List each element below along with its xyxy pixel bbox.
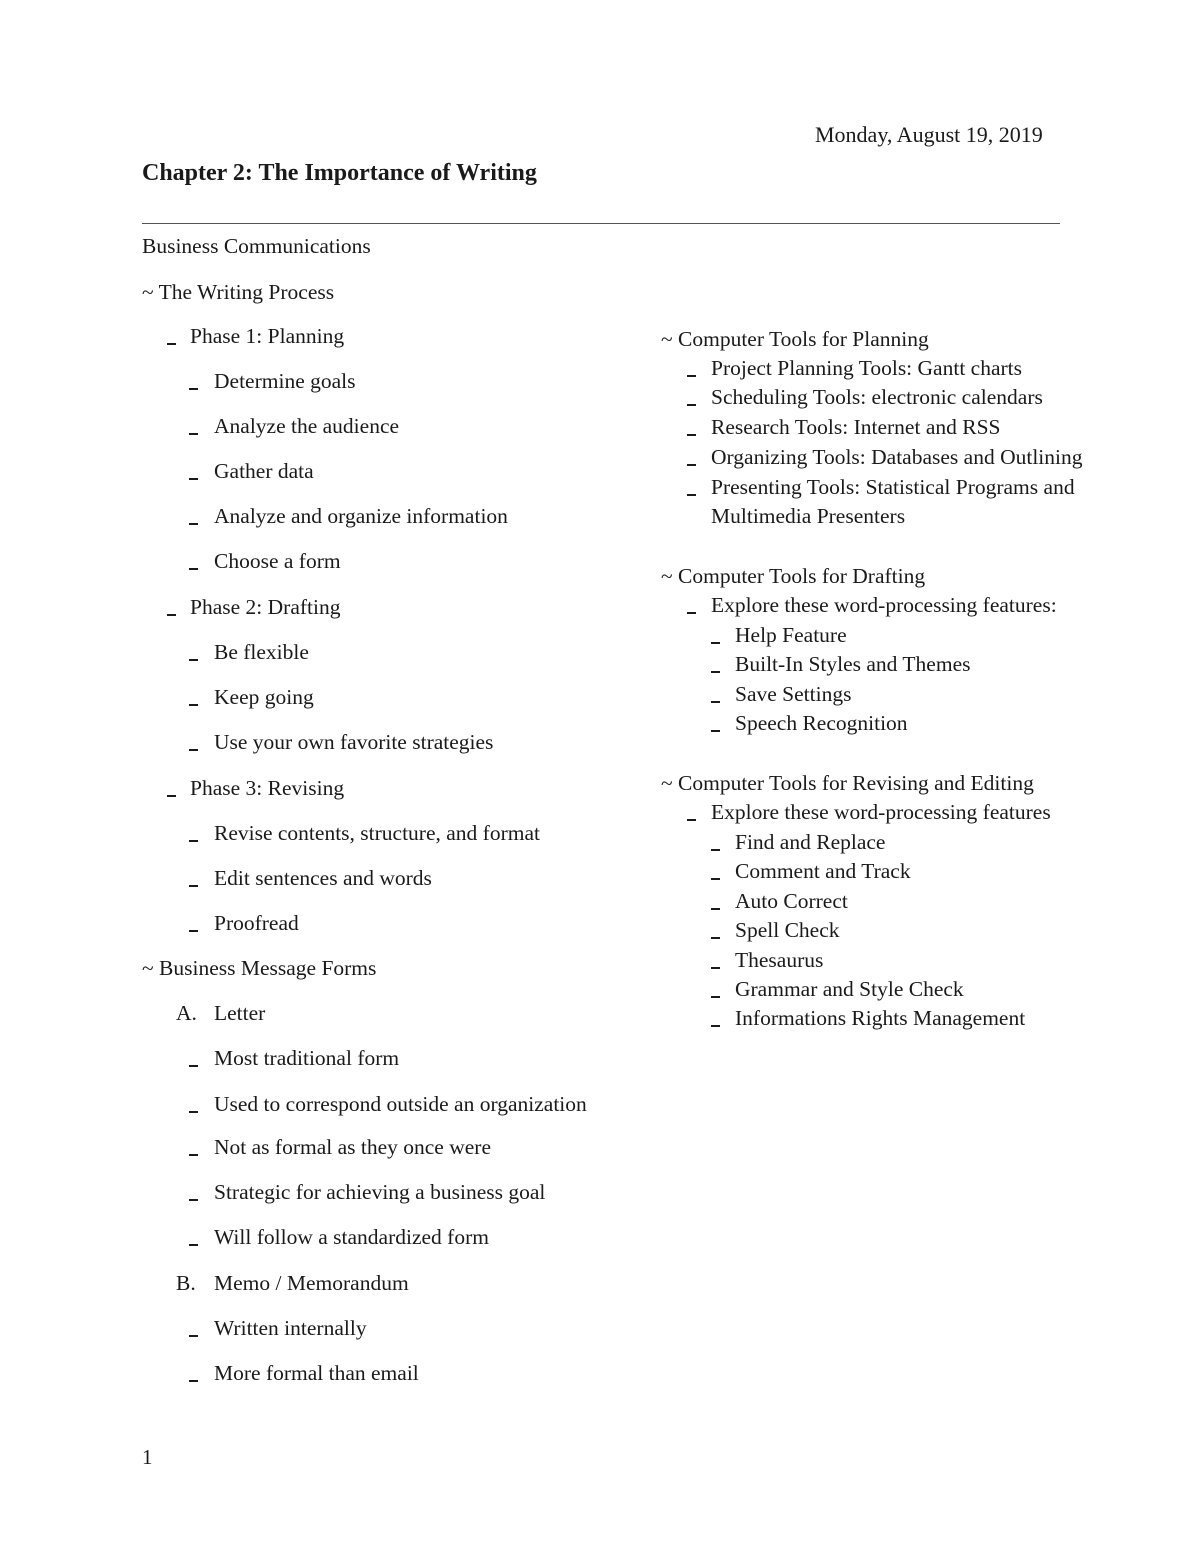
revising-tools-heading: ~ Computer Tools for Revising and Editing [661, 771, 1034, 795]
planning-tools-heading: ~ Computer Tools for Planning [661, 327, 929, 351]
list-item: More formal than email [214, 1361, 419, 1385]
list-item: Use your own favorite strategies [214, 730, 494, 754]
bullet-dash [189, 558, 198, 574]
list-item: Be flexible [214, 640, 309, 664]
list-item: Comment and Track [735, 859, 911, 883]
list-item: Analyze and organize information [214, 504, 508, 528]
list-item: Help Feature [735, 623, 847, 647]
phase-label: Phase 3: Revising [190, 776, 345, 800]
list-item: Organizing Tools: Databases and Outlining [711, 445, 1083, 469]
bullet-dash [687, 365, 696, 381]
bullet-dash [711, 839, 720, 855]
page-number: 1 [142, 1445, 153, 1469]
bullet-dash [687, 454, 696, 470]
bullet-dash [189, 694, 198, 710]
list-item: Analyze the audience [214, 414, 400, 438]
course-name: Business Communications [142, 234, 371, 258]
bullet-dash [189, 875, 198, 891]
form-label: Memo / Memorandum [214, 1271, 409, 1295]
form-label: Letter [214, 1001, 266, 1025]
list-item: Revise contents, structure, and format [214, 821, 540, 845]
list-item: Will follow a standardized form [214, 1225, 489, 1249]
list-item: Written internally [214, 1316, 367, 1340]
bullet-dash [711, 661, 720, 677]
message-forms-heading: ~ Business Message Forms [142, 956, 377, 980]
bullet-dash [189, 468, 198, 484]
bullet-dash [711, 632, 720, 648]
bullet-dash [687, 602, 696, 618]
bullet-dash [189, 830, 198, 846]
bullet-dash [167, 333, 176, 349]
list-item: Research Tools: Internet and RSS [711, 415, 1001, 439]
bullet-dash [711, 691, 720, 707]
list-item: Auto Correct [735, 889, 848, 913]
list-item-continuation: Multimedia Presenters [711, 504, 906, 528]
bullet-dash [189, 1370, 198, 1386]
list-item: Explore these word-processing features: [711, 593, 1057, 617]
page-title: Chapter 2: The Importance of Writing [142, 160, 537, 186]
bullet-dash [189, 649, 198, 665]
list-item: Save Settings [735, 682, 852, 706]
list-item: Not as formal as they once were [214, 1135, 492, 1159]
drafting-tools-heading: ~ Computer Tools for Drafting [661, 564, 926, 588]
bullet-dash [189, 739, 198, 755]
list-item: Keep going [214, 685, 314, 709]
bullet-dash [711, 986, 720, 1002]
bullet-dash [711, 868, 720, 884]
list-item: Presenting Tools: Statistical Programs and [711, 475, 1075, 499]
bullet-dash [189, 513, 198, 529]
phase-label: Phase 2: Drafting [190, 595, 341, 619]
list-item: Determine goals [214, 369, 356, 393]
bullet-dash [189, 1234, 198, 1250]
bullet-dash [189, 1325, 198, 1341]
list-item: Grammar and Style Check [735, 977, 964, 1001]
list-item: Speech Recognition [735, 711, 908, 735]
bullet-dash [167, 785, 176, 801]
bullet-dash [189, 1144, 198, 1160]
bullet-dash [687, 809, 696, 825]
list-item: Informations Rights Management [735, 1006, 1026, 1030]
list-item: Thesaurus [735, 948, 824, 972]
bullet-dash [189, 1101, 198, 1117]
bullet-dash [711, 720, 720, 736]
list-item: Most traditional form [214, 1046, 400, 1070]
bullet-dash [687, 394, 696, 410]
list-item: Explore these word-processing features [711, 800, 1051, 824]
document-date: Monday, August 19, 2019 [815, 122, 1043, 147]
list-item: Strategic for achieving a business goal [214, 1180, 546, 1204]
list-item: Spell Check [735, 918, 840, 942]
bullet-dash [711, 927, 720, 943]
list-item: Scheduling Tools: electronic calendars [711, 385, 1043, 409]
list-item: Edit sentences and words [214, 866, 432, 890]
bullet-dash [711, 1015, 720, 1031]
bullet-dash [189, 1055, 198, 1071]
list-item: Gather data [214, 459, 314, 483]
bullet-dash [711, 957, 720, 973]
bullet-dash [167, 604, 176, 620]
form-marker: A. [176, 1001, 197, 1025]
list-item: Proofread [214, 911, 299, 935]
list-item: Used to correspond outside an organization [214, 1092, 587, 1116]
bullet-dash [687, 484, 696, 500]
bullet-dash [189, 423, 198, 439]
bullet-dash [189, 1189, 198, 1205]
list-item: Choose a form [214, 549, 341, 573]
bullet-dash [189, 920, 198, 936]
phase-label: Phase 1: Planning [190, 324, 345, 348]
bullet-dash [189, 378, 198, 394]
list-item: Built-In Styles and Themes [735, 652, 971, 676]
list-item: Project Planning Tools: Gantt charts [711, 356, 1023, 380]
writing-process-heading: ~ The Writing Process [142, 280, 335, 304]
list-item: Find and Replace [735, 830, 886, 854]
title-divider [142, 223, 1060, 224]
bullet-dash [687, 424, 696, 440]
form-marker: B. [176, 1271, 196, 1295]
bullet-dash [711, 898, 720, 914]
